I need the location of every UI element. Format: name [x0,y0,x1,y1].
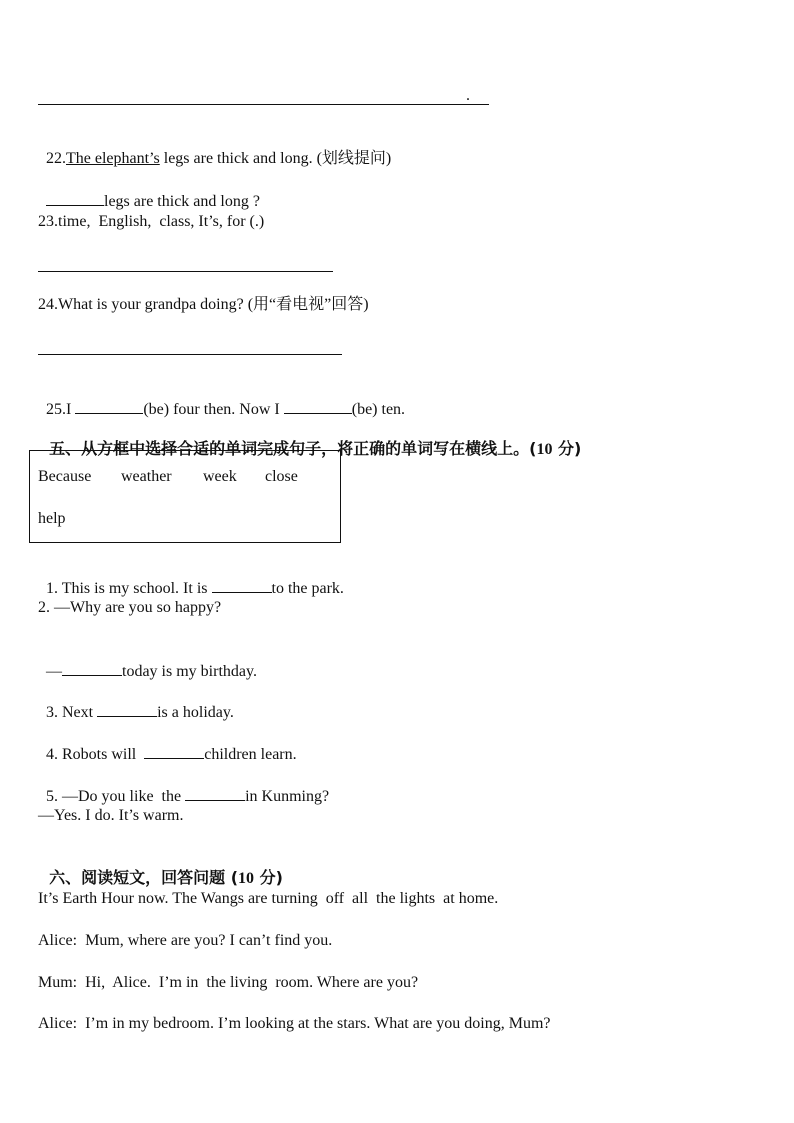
fill-item-3 [38,681,234,723]
question-22-underlined-subject: The elephant’s [66,150,160,167]
question-23: 23.time, English, class, It’s, for (.) [38,213,265,230]
fill-item-4 [38,723,297,765]
fill-item-3-post: is a holiday. [157,704,234,721]
answer-blank-22[interactable] [46,190,104,206]
question-22-number: 22. [46,150,66,167]
fill-item-2-question: 2. —Why are you so happy? [38,599,222,616]
fill-item-5-answer: —Yes. I do. It’s warm. [38,807,184,824]
word-box-item: weather [121,468,172,485]
section-6-score: 10 [238,870,255,887]
fill-item-2-post: today is my birthday. [122,663,257,680]
question-22 [38,129,391,169]
question-22-answer-text: legs are thick and long ? [104,193,260,210]
fill-item-3-pre: 3. Next [46,704,98,721]
question-22-answer [38,170,260,212]
word-box-item: week [203,468,237,485]
answer-line-dot: . [466,87,470,104]
answer-blank-5-2[interactable] [62,660,122,676]
fill-item-1-post: to the park. [271,580,344,597]
fill-item-1-pre: 1. This is my school. It is [46,580,212,597]
section-6-title [38,848,283,889]
word-box-item: Because [38,468,92,485]
section-5-score: 10 [536,441,553,458]
word-box [29,450,341,543]
question-25-prefix: 25.I [46,401,76,418]
answer-blank-5-5[interactable] [185,785,245,801]
answer-line-21[interactable] [38,104,489,105]
passage-line: Mum: Hi, Alice. I’m in the living room. Where are you? [38,974,419,991]
section-6-title-end: 分) [254,868,283,887]
fill-item-2-answer [38,640,257,682]
section-6-title-text: 六、阅读短文，回答问题 ( [49,868,239,887]
fill-item-5-pre: 5. —Do you like the [46,788,186,805]
word-box-item: help [38,510,66,527]
fill-item-5-post: in Kunming? [245,788,330,805]
question-24: 24.What is your grandpa doing? (用“看电视”回答) [38,296,369,313]
answer-line-24[interactable] [38,354,342,355]
question-22-text: legs are thick and long. (划线提问) [159,150,392,167]
question-25 [38,378,405,420]
passage-line: Alice: Mum, where are you? I can’t find you. [38,932,333,949]
answer-blank-5-1[interactable] [212,577,272,593]
word-box-item: close [265,468,298,485]
fill-item-5 [38,765,329,807]
answer-line-23[interactable] [38,271,333,272]
question-25-mid: (be) four then. Now I [143,401,284,418]
answer-blank-5-4[interactable] [144,743,204,759]
fill-item-4-post: children learn. [204,746,297,763]
question-25-suffix: (be) ten. [351,401,406,418]
fill-item-2-dash: — [46,663,62,680]
section-5-title-text: 五、从方框中选择合适的单词完成句子，将正确的单词写在横线上。( [49,439,537,458]
answer-blank-5-3[interactable] [97,701,157,717]
fill-item-1 [38,557,344,599]
passage-line: Alice: I’m in my bedroom. I’m looking at the stars. What are you doing, Mum? [38,1015,551,1032]
answer-blank-25b[interactable] [284,398,352,414]
answer-blank-25a[interactable] [75,398,143,414]
passage-line: It’s Earth Hour now. The Wangs are turning off all the lights at home. [38,890,499,907]
section-5-title-end: 分) [552,439,582,458]
fill-item-4-pre: 4. Robots will [46,746,145,763]
